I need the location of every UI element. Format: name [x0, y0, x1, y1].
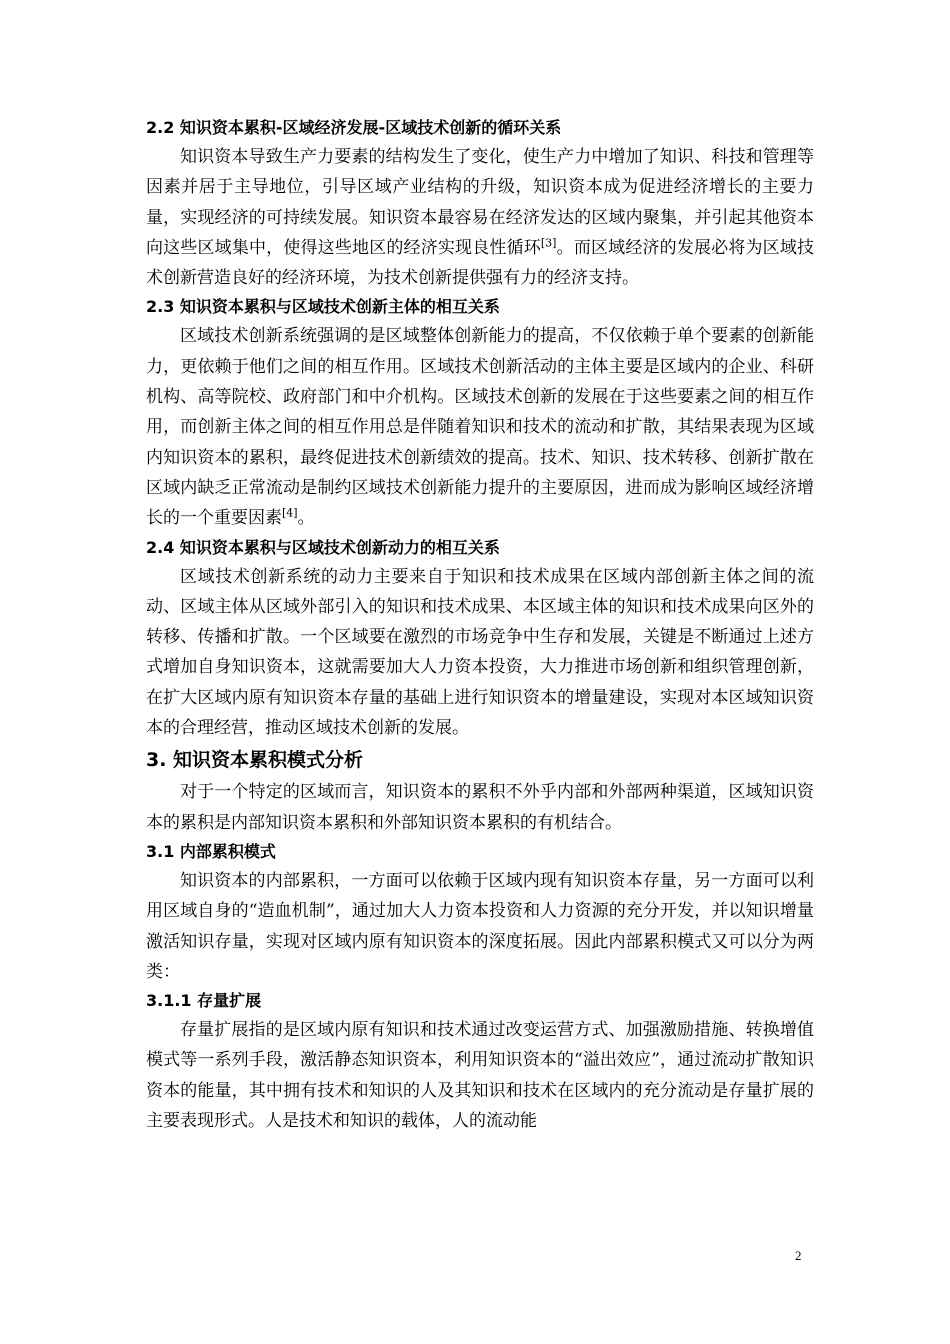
document-page — [146, 114, 814, 1136]
paragraph-text-tail: 。 — [297, 508, 315, 529]
paragraph-2-3 — [146, 321, 814, 533]
paragraph-3-1-1: 存量扩展指的是区域内原有知识和技术通过改变运营方式、加强激励措施、转换增值模式等一系列手段，激活静态知识资本，利用知识资本的“溢出效应”，通过流动扩散知识资本的能量，其中拥有技术和知识的人及其知识和技术在区域内的充分流动是存量扩展的主要表现形式。人是技术和知识的载体，人的流动能 — [146, 1020, 814, 1132]
citation-ref-4[interactable]: [4] — [282, 506, 298, 520]
paragraph-2-2 — [146, 142, 814, 293]
section-heading-3-1-1: 3.1.1 存量扩展 — [146, 991, 262, 1011]
paragraph-text: 区域技术创新系统强调的是区域整体创新能力的提高，不仅依赖于单个要素的创新能力，更依赖于他们之间的相互作用。区域技术创新活动的主体主要是区域内的企业、科研机构、高等院校、政府部门和中介机构。区域技术创新的发展在于这些要素之间的相互作用，而创新主体之间的相互作用总是伴随着知识和技术的流动和扩散，其结果表现为区域内知识资本的累积，最终促进技术创新绩效的提高。技术、知识、技术转移、创新扩散在区域内缺乏正常流动是制约区域技术创新能力提升的主要原因，进而成为影响区域经济增长的一个重要因素 — [146, 326, 814, 529]
paragraph-3-1: 知识资本的内部累积，一方面可以依赖于区域内现有知识资本存量，另一方面可以利用区域自身的“造血机制”，通过加大人力资本投资和人力资源的充分开发，并以知识增量激活知识存量，实现对区域内原有知识资本的深度拓展。因此内部累积模式又可以分为两类： — [146, 870, 814, 982]
paragraph-text: 知识资本导致生产力要素的结构发生了变化，使生产力中增加了知识、科技和管理等因素并居于主导地位，引导区域产业结构的升级，知识资本成为促进经济增长的主要力量，实现经济的可持续发展。知识资本最容易在经济发达的区域内聚集，并引起其他资本向这些区域集中，使得这些地区的经济实现良性循环 — [146, 147, 814, 258]
page-number: 2 — [795, 1248, 802, 1263]
section-heading-2-4: 2.4 知识资本累积与区域技术创新动力的相互关系 — [146, 537, 500, 557]
paragraph-3: 对于一个特定的区域而言，知识资本的累积不外乎内部和外部两种渠道，区域知识资本的累积是内部知识资本累积和外部知识资本累积的有机结合。 — [146, 782, 814, 833]
paragraph-text-tail: 。而区域经济的发展必将为区域技术创新营造良好的经济环境，为技术创新提供强有力的经济支持。 — [146, 237, 815, 289]
section-heading-2-2: 2.2 知识资本累积-区域经济发展-区域技术创新的循环关系 — [146, 118, 562, 137]
paragraph-2-4: 区域技术创新系统的动力主要来自于知识和技术成果在区域内部创新主体之间的流动、区域主体从区域外部引入的知识和技术成果、本区域主体的知识和技术成果向区外的转移、传播和扩散。一个区域要在激烈的市场竞争中生存和发展，关键是不断通过上述方式增加自身知识资本，这就需要加大人力资本投资，大力推进市场创新和组织管理创新，在扩大区域内原有知识资本存量的基础上进行知识资本的增量建设，实现对本区域知识资本的合理经营，推动区域技术创新的发展。 — [146, 566, 814, 739]
citation-ref-3[interactable]: [3] — [540, 236, 557, 250]
section-heading-2-3: 2.3 知识资本累积与区域技术创新主体的相互关系 — [146, 297, 500, 317]
section-heading-3: 3. 知识资本累积模式分析 — [146, 749, 364, 772]
section-heading-3-1: 3.1 内部累积模式 — [146, 841, 276, 861]
